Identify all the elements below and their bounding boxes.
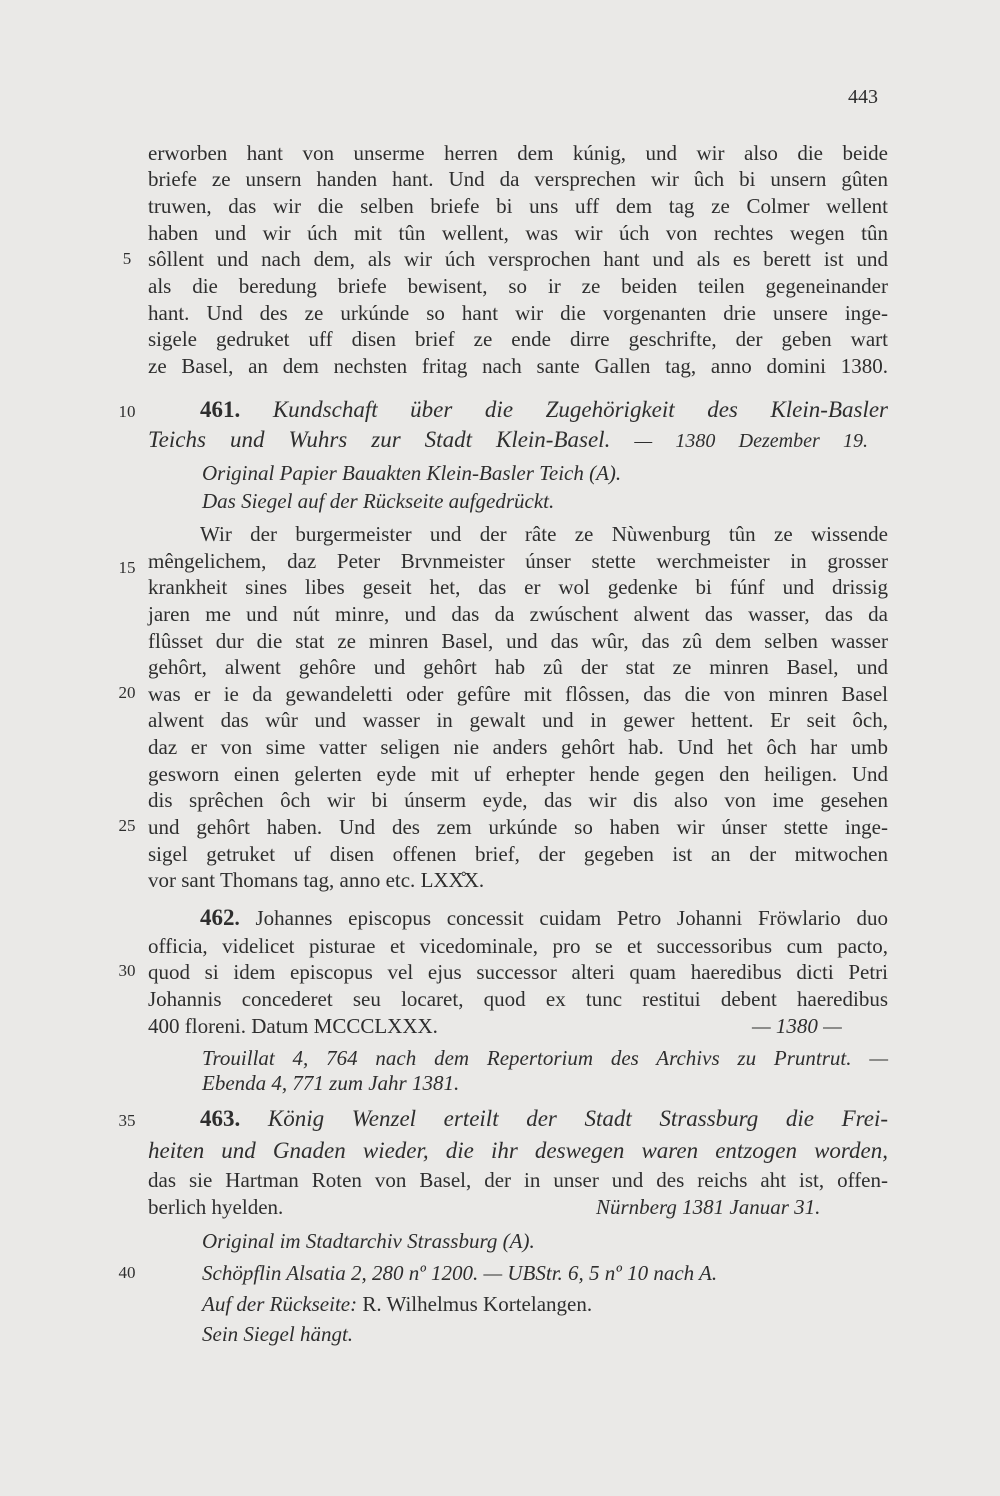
line-number: 35 <box>118 1111 136 1130</box>
page-number: 443 <box>848 86 878 108</box>
line-number: 20 <box>118 683 136 702</box>
line-number: 10 <box>118 402 136 421</box>
line-number: 30 <box>118 961 136 980</box>
text-line: gehôrt, alwent gehôre und gehôrt hab zû der stat ze minren Basel, und <box>148 655 888 679</box>
doc-462-date: — 1380 — <box>752 1014 842 1038</box>
text-line: ze Basel, an dem nechsten fritag nach sante Gallen tag, anno domini 1380. <box>148 354 888 378</box>
text-line: daz er von sime vatter seligen nie anders gehôrt hab. Und het ôch har umb <box>148 735 888 759</box>
text-line: sôllent und nach dem, als wir úch versprochen hant und als es berett ist und <box>148 247 888 271</box>
text-line: officia, videlicet pisturae et vicedominale, pro se et successoribus cum pacto, <box>148 934 888 958</box>
source-text: R. Wilhelmus Kortelangen. <box>362 1292 593 1316</box>
doc-461-source: Das Siegel auf der Rückseite aufgedrückt. <box>202 489 555 513</box>
doc-461-title: Kundschaft über die Zugehörigkeit des Klein-Basler <box>272 397 888 422</box>
text-line: sigel getruket uf disen offenen brief, der gegeben ist an der mitwochen <box>148 842 888 866</box>
doc-462-number: 462 <box>200 905 235 930</box>
line-number: 5 <box>122 249 132 268</box>
text-line: was er ie da gewandeletti oder gefûre mit flôssen, das die von minren Basel <box>148 682 888 706</box>
text-line: erworben hant von unserme herren dem kúnig, und wir also die beide <box>148 141 888 165</box>
doc-461-date: — 1380 Dezember 19. <box>634 430 869 452</box>
text-line: sigele gedruket uff disen brief ze ende dirre geschrifte, der geben wart <box>148 327 888 351</box>
text-line: Johannis concederet seu locaret, quod ex tunc restitui debent haeredibus <box>148 987 888 1011</box>
text-line: dis sprêchen ôch wir bi únserm eyde, das wir dis also von ime gesehen <box>148 788 888 812</box>
text-line: briefe ze unsern handen hant. Und da versprechen wir ûch bi unsern gûten <box>148 167 888 191</box>
doc-463-source: Schöpflin Alsatia 2, 280 nº 1200. — UBStr. 6, 5 nº 10 nach A. <box>202 1261 718 1285</box>
doc-461-title-cont <box>148 426 868 455</box>
doc-461-number: 461 <box>200 397 235 422</box>
text-line: mêngelichem, daz Peter Brvnmeister únser stette werchmeister in grosser <box>148 549 888 573</box>
line-number: 15 <box>118 558 136 577</box>
doc-463-source: Sein Siegel hängt. <box>202 1322 354 1346</box>
text-line: das sie Hartman Roten von Basel, der in unser und des reichs aht ist, offen- <box>148 1168 888 1192</box>
text-span: Johannes episcopus concessit cuidam Petro Johanni Fröwlario duo <box>255 906 889 930</box>
text-line: krankheit sines libes geseit het, das er wol gedenke bi fúnf und drissig <box>148 575 888 599</box>
doc-462-heading: 462. Johannes episcopus concessit cuidam Petro Johanni Fröwlario duo <box>200 905 889 930</box>
text-line: hant. Und des ze urkúnde so hant wir die vorgenanten drie unsere inge- <box>148 301 888 325</box>
text-line: flûsset dur die stat ze minren Basel, und das wûr, das zû dem selben wasser <box>148 629 888 653</box>
doc-461-heading: 461. Kundschaft über die Zugehörigkeit des Klein-Basler <box>200 397 888 422</box>
text-line: Wir der burgermeister und der râte ze Nùwenburg tûn ze wissende <box>200 522 888 546</box>
text-line: gesworn einen gelerten eyde mit uf erhepter hende gegen den heiligen. Und <box>148 762 888 786</box>
doc-463-source <box>202 1291 942 1318</box>
line-number: 40 <box>118 1263 136 1282</box>
text-line: haben und wir úch mit tûn wellent, was wir úch von rechtes wegen tûn <box>148 221 888 245</box>
doc-461-source: Original Papier Bauakten Klein-Basler Teich (A). <box>202 461 622 485</box>
datum-year: MCCCLXXX. <box>313 1014 438 1038</box>
text-line: jaren me und nút minre, und das da zwúschent alwent das wasser, das da <box>148 602 888 626</box>
text-line: truwen, das wir die selben briefe bi uns uff dem tag ze Colmer wellent <box>148 194 888 218</box>
text-line <box>148 867 888 894</box>
text-line: als die beredung briefe bewisent, so ir ze beiden teilen gegeneinander <box>148 274 888 298</box>
text-line: und gehôrt haben. Und des zem urkúnde so haben wir únser stette inge- <box>148 815 888 839</box>
doc-463-source: Original im Stadtarchiv Strassburg (A). <box>202 1229 535 1253</box>
doc-463-date: Nürnberg 1381 Januar 31. <box>596 1195 821 1219</box>
doc-463-heading: 463. König Wenzel erteilt der Stadt Strassburg die Frei- <box>200 1106 888 1131</box>
doc-463-title-cont: heiten und Gnaden wieder, die ihr deswegen waren entzogen worden, <box>148 1138 888 1163</box>
doc-462-source: Ebenda 4, 771 zum Jahr 1381. <box>202 1071 460 1095</box>
text-line: quod si idem episcopus vel ejus successor alteri quam haeredibus dicti Petri <box>148 960 888 984</box>
doc-463-title: König Wenzel erteilt der Stadt Strassburg die Frei- <box>267 1106 888 1131</box>
source-label: Auf der Rückseite: <box>202 1292 358 1316</box>
text-line: alwent das wûr und wasser in gewalt und in gewer hettent. Er seit ôch, <box>148 708 888 732</box>
doc-462-source: Trouillat 4, 764 nach dem Repertorium des Archivs zu Pruntrut. — <box>202 1046 888 1070</box>
text-line: berlich hyelden. <box>148 1195 284 1219</box>
closing-year: LXX̊X. <box>420 868 485 892</box>
doc-461-title-2: Teichs und Wuhrs zur Stadt Klein-Basel. <box>148 427 611 452</box>
line-number: 25 <box>118 816 136 835</box>
doc-463-number: 463 <box>200 1106 235 1131</box>
text-span: vor sant Thomans tag, anno etc. <box>148 868 416 892</box>
text-span: 400 floreni. Datum <box>148 1014 309 1038</box>
